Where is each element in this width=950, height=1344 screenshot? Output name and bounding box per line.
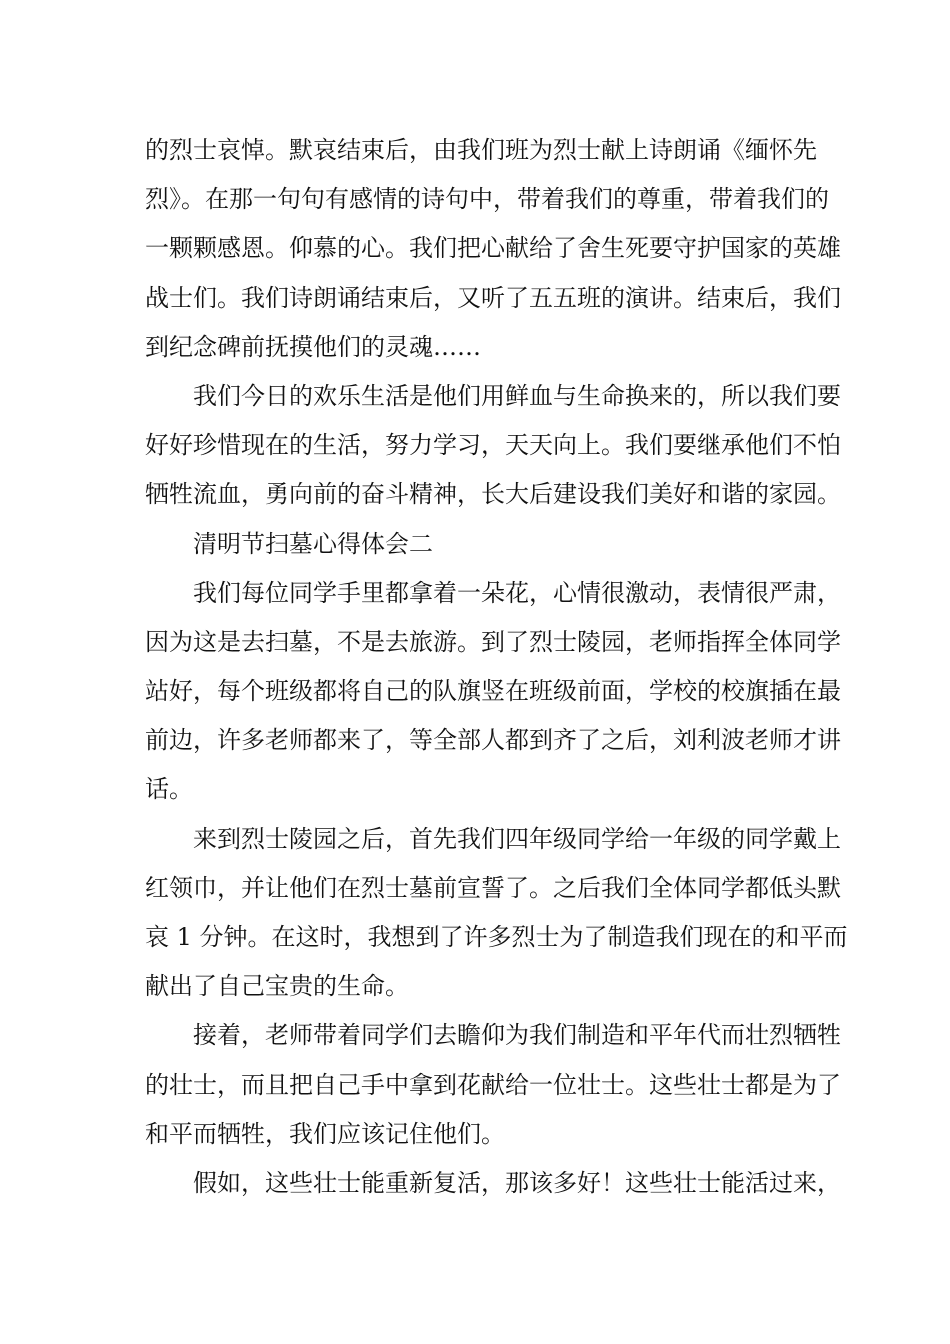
text-line: 前边，许多老师都来了，等全部人都到齐了之后，刘利波老师才讲 <box>145 726 841 755</box>
text-line: 的壮士，而且把自己手中拿到花献给一位壮士。这些壮士都是为了 <box>145 1070 841 1099</box>
text-line: 因为这是去扫墓，不是去旅游。到了烈士陵园，老师指挥全体同学 <box>145 627 841 656</box>
paragraph-1 <box>145 126 841 372</box>
text-line: 烈》。在那一句句有感情的诗句中，带着我们的尊重，带着我们的 <box>145 185 829 214</box>
text-line: 来到烈士陵园之后，首先我们四年级同学给一年级的同学戴上 <box>193 824 841 853</box>
text-line: 话。 <box>145 775 193 804</box>
text-line: 好好珍惜现在的生活，努力学习，天天向上。我们要继承他们不怕 <box>145 431 841 460</box>
text-line: 我们今日的欢乐生活是他们用鲜血与生命换来的，所以我们要 <box>193 381 841 410</box>
text-line: 到纪念碑前抚摸他们的灵魂…… <box>145 332 481 361</box>
text-line: 假如，这些壮士能重新复活，那该多好！这些壮士能活过来， <box>193 1168 841 1197</box>
text-line: 一颗颗感恩。仰慕的心。我们把心献给了舍生死要守护国家的英雄 <box>145 234 841 263</box>
document-body <box>145 126 848 1208</box>
text-line: 牺牲流血，勇向前的奋斗精神，长大后建设我们美好和谐的家园。 <box>145 480 841 509</box>
text-line: 我们每位同学手里都拿着一朵花，心情很激动，表情很严肃， <box>193 578 841 607</box>
paragraph-3 <box>145 569 841 815</box>
paragraph-2 <box>145 372 841 520</box>
heading-text: 清明节扫墓心得体会二 <box>193 529 433 558</box>
paragraph-6 <box>145 1159 841 1208</box>
text-line: 献出了自己宝贵的生命。 <box>145 972 409 1001</box>
text-line: 站好，每个班级都将自己的队旗竖在班级前面，学校的校旗插在最 <box>145 677 841 706</box>
paragraph-4 <box>145 815 848 1012</box>
text-line: 的烈士哀悼。默哀结束后，由我们班为烈士献上诗朗诵《缅怀先 <box>145 136 817 164</box>
text-line: 红领巾，并让他们在烈士墓前宣誓了。之后我们全体同学都低头默 <box>145 873 841 902</box>
text-line: 和平而牺牲，我们应该记住他们。 <box>145 1119 505 1148</box>
text-line: 战士们。我们诗朗诵结束后，又听了五五班的演讲。结束后，我们 <box>145 283 841 312</box>
text-line: 接着，老师带着同学们去瞻仰为我们制造和平年代而壮烈牺牲 <box>193 1021 841 1050</box>
text-line: 哀 1 分钟。在这时，我想到了许多烈士为了制造我们现在的和平而 <box>145 923 848 951</box>
section-heading <box>145 520 807 569</box>
paragraph-5 <box>145 1011 841 1159</box>
